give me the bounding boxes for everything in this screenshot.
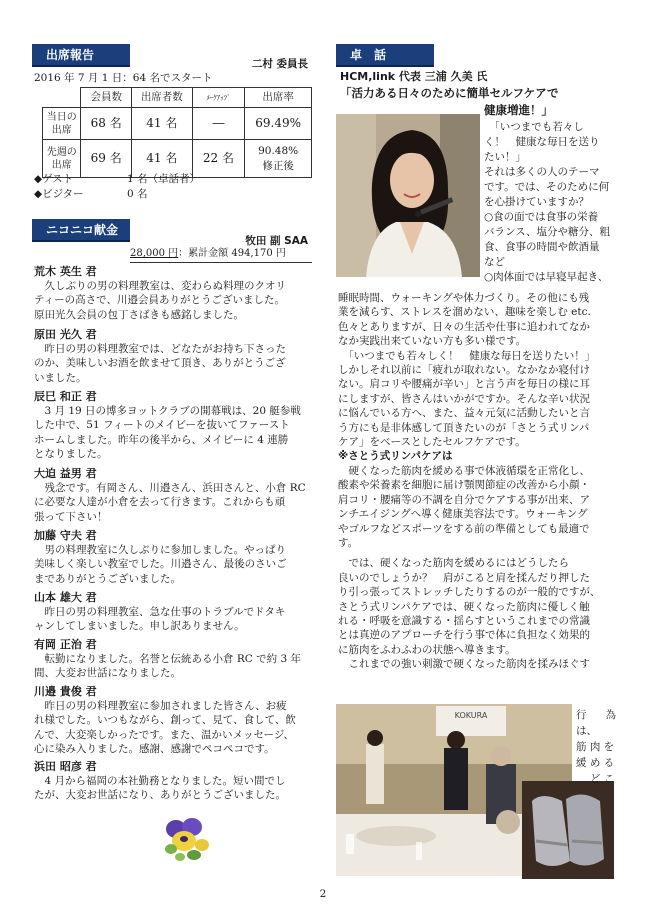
speaker-photo (336, 114, 480, 277)
col-attendance: 出席者数 (131, 88, 192, 108)
talk-line: たい！」 (484, 151, 526, 163)
guest-label: ◆ゲスト (34, 173, 74, 185)
entry-text: 昨日の男の料理教室に参加されました皆さん、お疲 (44, 700, 287, 712)
talk-line: 酸素や栄養素を細胞に届け顎関節症の改善から小顔・ (338, 479, 590, 492)
attendance-summary: 2016 年 7 月 1 日：64 名でスタート (34, 72, 213, 84)
talk-line: 睡眠時間、ウォーキングや体力づくり。その他にも残 (338, 292, 590, 304)
entry (34, 684, 316, 759)
entry (34, 389, 316, 466)
entry-text: 美味しく楽しい教室でした。川邉さん、最後のさいご (34, 558, 287, 571)
niconico-total: ：累計金額 494,170 円 (178, 248, 286, 259)
talk-line: それは多くの人のテーマ (484, 166, 600, 178)
talk-line: やゴルフなどスポーツをする前の準備としても最適で (338, 522, 590, 535)
talk-line: 業を減らす、ストレスを溜めない、趣味を楽しむ etc. (338, 306, 591, 319)
entry-text: 3 月 19 日の博多ヨットクラブの開幕戦は、20 艇参戦 (44, 405, 301, 417)
entry-text: 昨日の男の料理教室、急な仕事のトラブルでドタキ (44, 606, 286, 618)
entry-name: 浜田 昭彦 君 (34, 760, 97, 773)
banner-text: KOKURA (454, 711, 488, 720)
guest-value: 1 名（卓話者） (127, 173, 201, 185)
attendance-header: 出席報告 (32, 44, 130, 67)
niconico-entries (34, 264, 316, 806)
entry (34, 327, 316, 389)
talk-line: バランス、塩分や糖分、粗 (484, 226, 610, 238)
talk-line: では、硬くなった筋肉を緩めるにはどうしたら (338, 557, 569, 570)
niconico-amount: 28,000 円 (130, 248, 179, 259)
talk-title-line2: 健康増進！」 (484, 103, 553, 117)
col-members: 会員数 (81, 88, 132, 108)
talk-line: 食、食事の時間や飲酒量 (484, 241, 600, 253)
talk-line: く！ 健康な毎日を送り (484, 136, 600, 148)
talk-line: とは真逆のアプローチを行う事で体に負担なく効果的 (338, 629, 590, 642)
entry (34, 759, 316, 806)
talk-line: を心掛けていますか？ (484, 196, 589, 208)
talk-line: に筋肉をふわふわの状態へ導きます。 (338, 643, 516, 656)
talk-header: 卓 話 (336, 44, 434, 67)
feet-photo-illustration (522, 781, 614, 879)
talk-line: 「いつまでも若々しく！ 健康な毎日を送りたい！」 (338, 349, 596, 362)
entry-name: 荒木 英生 君 (34, 265, 97, 278)
talk-body-1 (338, 291, 618, 672)
entry-text: 昨日の男の料理教室では、どなたがお持ち下さった (44, 343, 286, 355)
talk-line: 硬くなった筋肉を緩める事で体液循環を正常化し、 (338, 464, 590, 477)
today-rate: 69.49% (245, 108, 312, 140)
page-number: 2 (319, 888, 327, 900)
entry-text: 残念です。有岡さん、川邉さん、浜田さんと、小倉 RC (44, 482, 306, 494)
today-members: 68 名 (81, 108, 132, 140)
last-week-members: 69 名 (81, 140, 132, 178)
talk-line: これまでの強い刺激で硬くなった筋肉を揉みほぐす (338, 658, 590, 671)
talk-line: う方にも是非体感して頂きたいのが「さとう式リンパ (338, 421, 590, 434)
entry-name: 加藤 守夫 君 (34, 529, 97, 542)
talk-line: 色々とありますが、日々の生活や仕事に追われてなか (338, 320, 590, 333)
talk-title-line1: 「活力ある日々のために簡単セルフケアで (340, 86, 559, 100)
last-week-makeup: 22 名 (192, 140, 245, 178)
entry-text: れ様でした。いつもながら、創って、見て、食して、飲 (34, 714, 296, 727)
talk-subheading: ※さとう式リンパケアは (338, 450, 453, 463)
entry-text: となりました。 (34, 448, 108, 461)
row-label-last-week: 先週の 出席 (43, 140, 81, 178)
entry-text: のか、美味しいお酒を飲ませて頂き、ありがとうござ (34, 357, 286, 370)
talk-line: ど こ (590, 773, 615, 785)
entry (34, 528, 316, 590)
entry-text: 原田光久会員の包丁さばきも感銘しました。 (34, 308, 244, 321)
entry-text: 張って下さい！ (34, 510, 108, 523)
entry-text: いました。 (34, 371, 87, 384)
niconico-reporter: 牧田 副 SAA (245, 235, 308, 247)
talk-tail-text (576, 707, 616, 787)
entry-text: 4 月から福岡の本社勤務となりました。短い間でし (44, 775, 286, 787)
talk-line: なか実践出来ていない方も多い様です。 (338, 335, 527, 348)
talk-line: 緩 め る (576, 757, 615, 769)
entry-text: 男の料理教室に久しぶりに参加しました。やっぱり (44, 544, 286, 556)
talk-line: ンチエイジングへ導く健康美容法です。ウォーキング (338, 508, 588, 521)
entry-name: 大迫 益男 君 (34, 467, 97, 480)
attendance-table (42, 87, 312, 178)
visitor-label: ◆ビジター (34, 188, 84, 200)
talk-side-text (484, 120, 614, 285)
entry-text: んで、大変楽しかったです。また、温かいメッセージ、 (34, 728, 294, 741)
talk-line: です。では、そのために何 (484, 181, 610, 193)
talk-line: 肩コリ・腰痛等の不調を自分でケアする事が出来、ア (338, 493, 590, 506)
col-makeup: ﾒｰｸｱｯﾌﾟ (192, 88, 245, 108)
entry-name: 川邉 貴俊 君 (34, 685, 97, 698)
entry-text: ホームしました。昨年の後半から、メイビーに 4 連勝 (34, 433, 289, 446)
talk-line: に悩んでいる方へ、また、益々元気に活動したいと言 (338, 407, 590, 420)
entry-text: 久しぶりの男の料理教室は、変わらぬ料理のクオリ (44, 280, 286, 292)
pansy-flower-illustration (162, 817, 214, 863)
talk-line: 筋 肉 を (576, 741, 615, 753)
today-makeup: ― (192, 108, 245, 140)
talk-line: 良いのでしょうか？ 肩がこると肩を揉んだり押した (338, 571, 590, 584)
talk-line: ない。肩コリや腰痛が辛い」と言う声を毎日の様に耳 (338, 378, 590, 391)
entry (34, 466, 316, 528)
talk-line: など (484, 256, 505, 268)
entry-text: に必要な人達が小倉を去って行きます。これからも頑 (34, 496, 286, 509)
entry-name: 有岡 正治 君 (34, 638, 97, 651)
talk-speaker: HCM,link 代表 三浦 久美 氏 (340, 70, 488, 83)
talk-line: 行為は、 (576, 709, 616, 737)
talk-line: しかしそれ以前に「疲れが取れない。なかなか寝付け (338, 364, 590, 377)
entry (34, 637, 316, 684)
talk-line: す。 (338, 536, 359, 549)
talk-line: り引っ張ってストレッチしたりするのが一般的ですが、 (338, 586, 601, 599)
entry-text: 心に染み入りました。感謝、感謝でペコペコです。 (34, 743, 275, 756)
col-rate: 出席率 (245, 88, 312, 108)
talk-line: れる・呼吸を意識する・揺らすというこれまでの常識 (338, 614, 590, 627)
entry-text: ティーの高さで、川邉会員ありがとうございました。 (34, 294, 285, 307)
niconico-amounts (130, 247, 312, 263)
entry (34, 590, 316, 637)
entry-text: ャンしてしまいました。申し訳ありません。 (34, 620, 245, 633)
talk-line: ○食の面では食事の栄養 (484, 211, 599, 223)
entry-text: 転勤になりました。名誉と伝統ある小倉 RC で約 3 年 (44, 653, 301, 665)
last-week-attendance: 41 名 (131, 140, 192, 178)
entry-name: 山本 雄大 君 (34, 591, 97, 604)
entry-name: 辰巳 和正 君 (34, 390, 97, 403)
today-attendance: 41 名 (131, 108, 192, 140)
entry-text: 間、大変お世話になりました。 (34, 667, 181, 680)
talk-line: 「いつまでも若々し (484, 121, 584, 133)
feet-photo (522, 781, 614, 879)
entry-name: 原田 光久 君 (34, 328, 97, 341)
table-corner (43, 88, 81, 108)
talk-line: さとう式リンパケアでは、硬くなった筋肉に優しく触 (338, 600, 590, 613)
talk-line: にしますが、皆さんはいかがですか。そんな辛い状況 (338, 392, 590, 405)
entry-text: までありがとうございました。 (34, 572, 181, 585)
talk-line: ○肉体面では早寝早起き、 (484, 271, 609, 283)
attendance-reporter: 二村 委員長 (251, 58, 308, 70)
entry-text: たが、大変お世話になり、ありがとうございました。 (34, 789, 286, 802)
talk-line: ケア」をベースとしたセルフケアです。 (338, 436, 526, 449)
last-week-rate: 90.48% 修正後 (245, 140, 312, 178)
entry (34, 264, 316, 327)
speaker-photo-illustration (336, 114, 480, 277)
entry-text: した中で、51 フィートのメイビーを抜いてファースト (34, 419, 290, 432)
niconico-header: ニコニコ献金 (32, 219, 130, 242)
row-label-today: 当日の 出席 (43, 108, 81, 140)
visitor-value: 0 名 (127, 188, 148, 200)
